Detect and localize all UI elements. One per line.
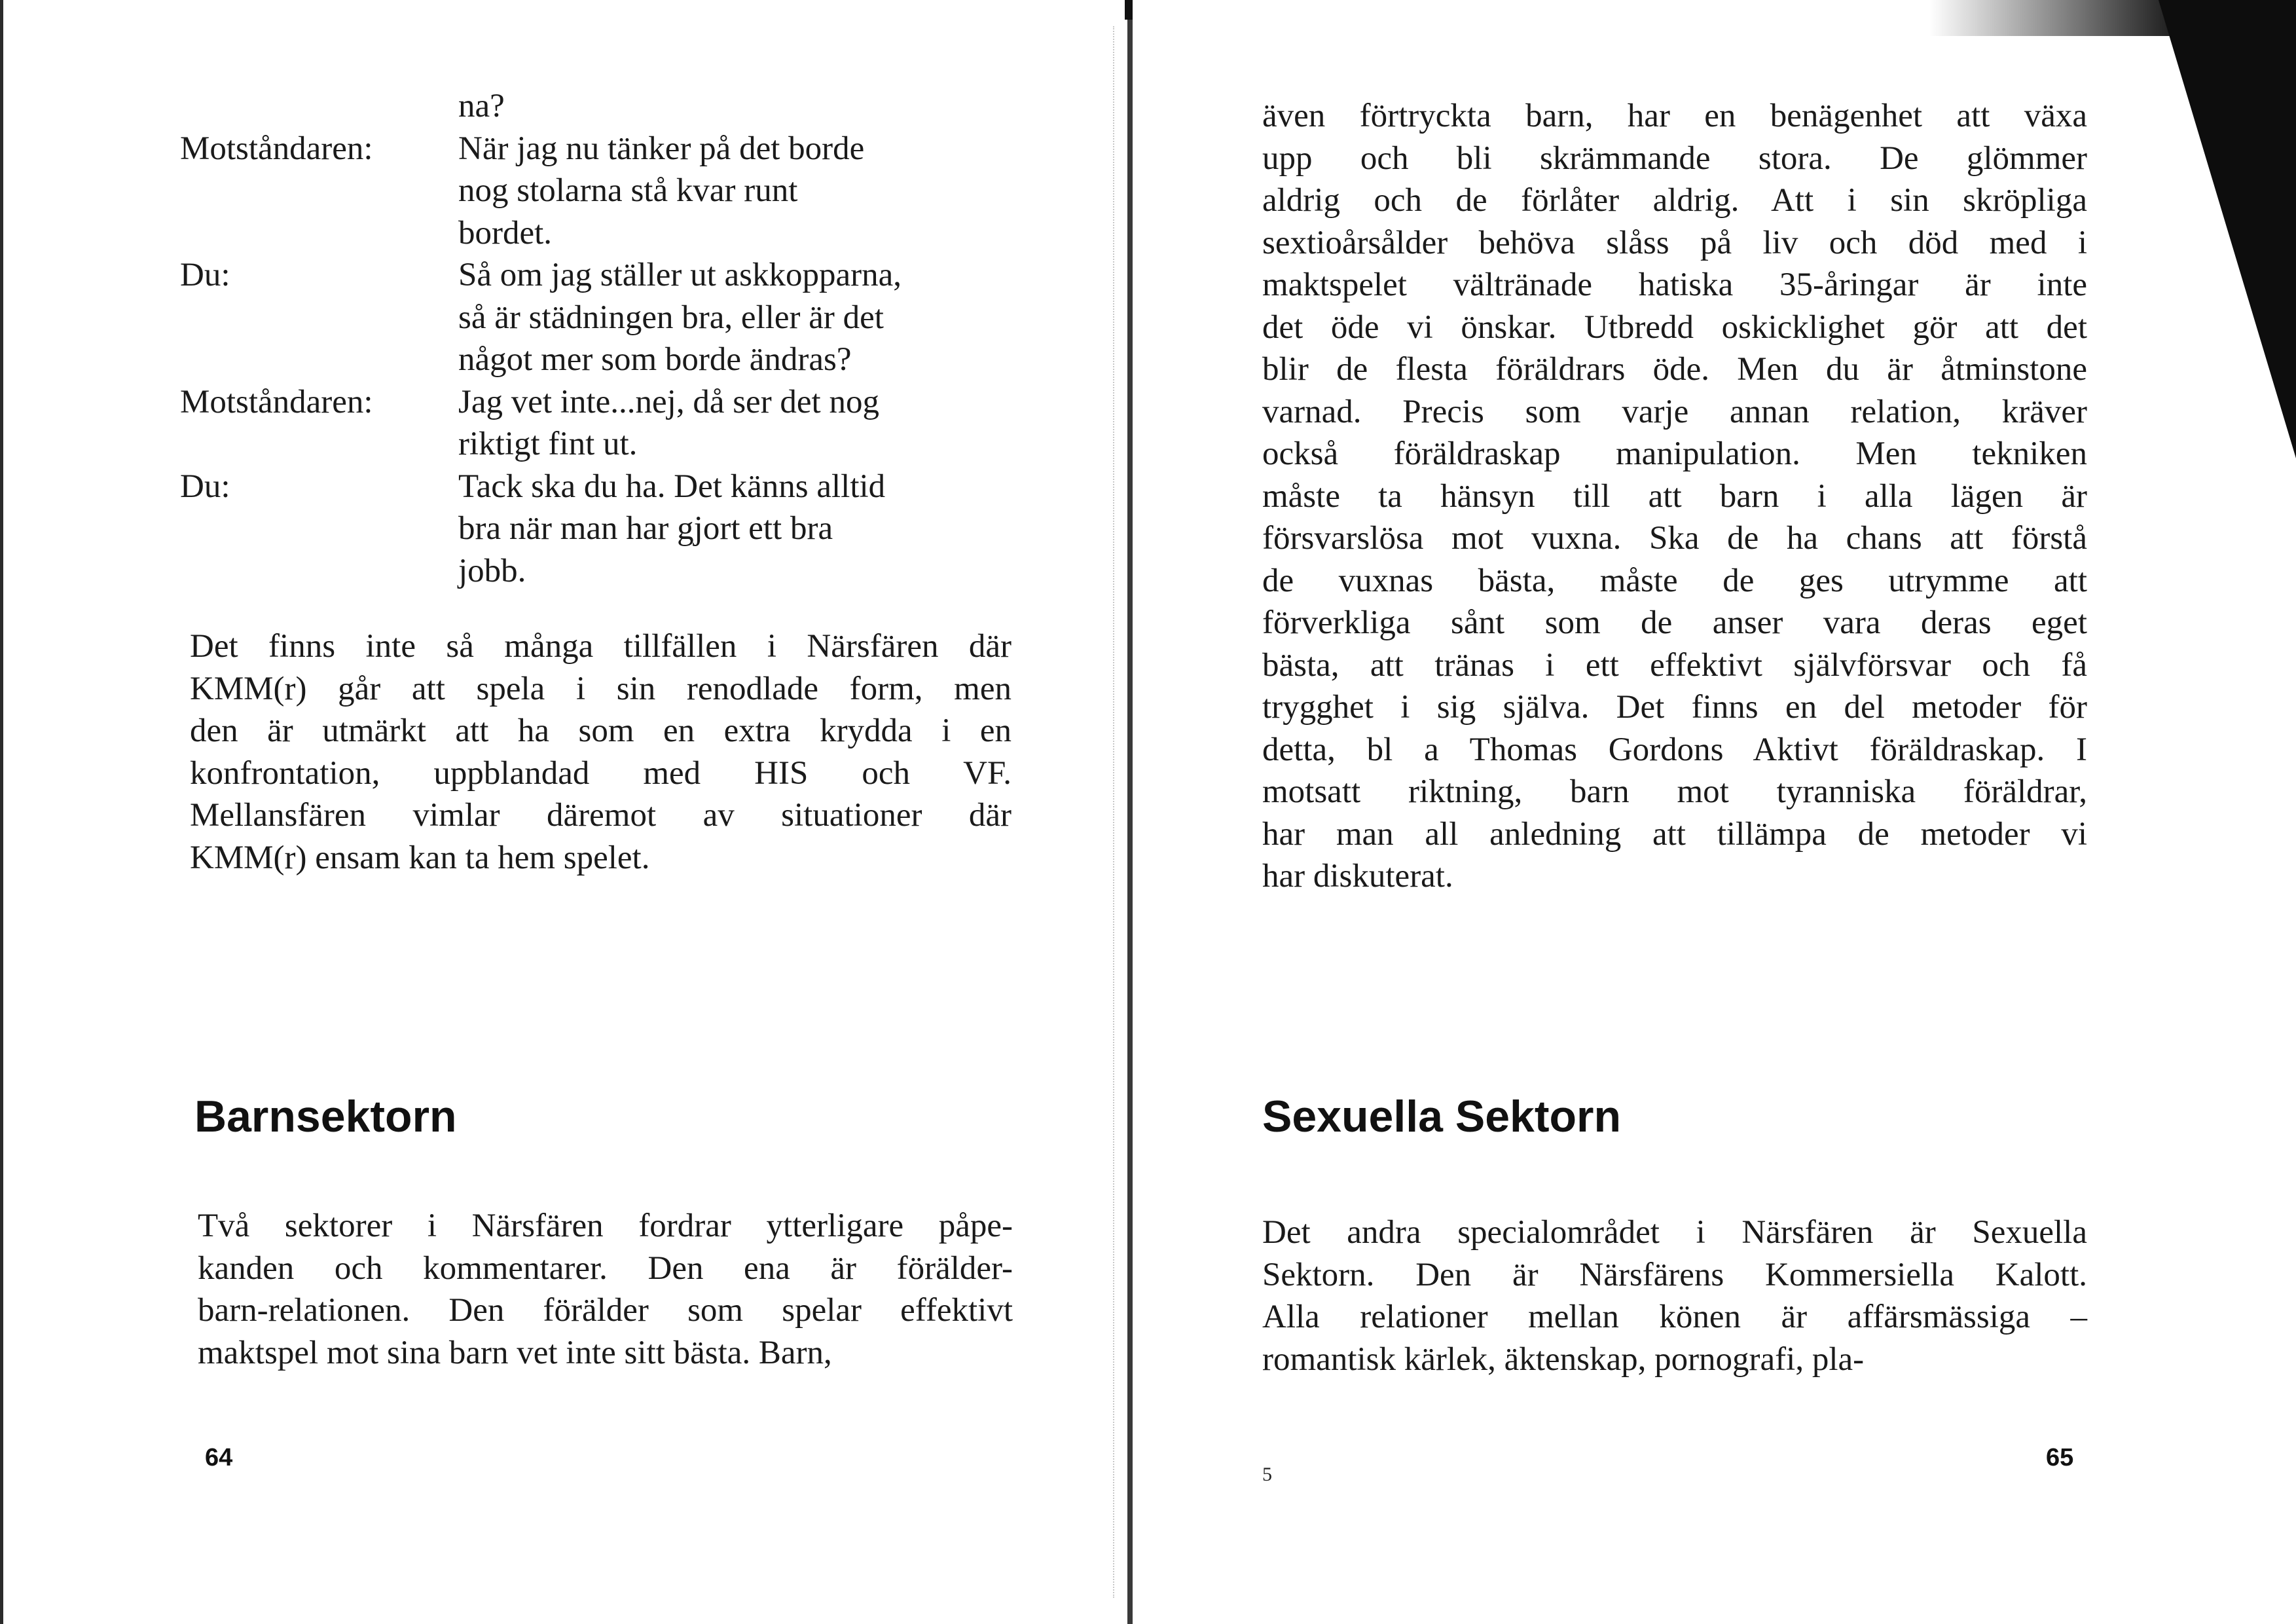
text-line: motsatt riktning, barn mot tyranniska föräldrar,: [1262, 773, 2087, 810]
text-line: den är utmärkt att ha som en extra krydda i en: [190, 712, 1011, 749]
dialogue-row: [180, 297, 1011, 339]
text-line: sextioårsålder behöva slåss på liv och död med i: [1262, 224, 2087, 261]
text-line: romantisk kärlek, äktenskap, pornografi, pla-: [1262, 1340, 1865, 1378]
dialogue-speaker: [180, 507, 458, 550]
page-number-right: 65: [2046, 1444, 2074, 1471]
gutter-dots: [1113, 26, 1116, 1598]
text-line: Två sektorer i Närsfären fordrar ytterligare påpe-: [198, 1208, 1013, 1244]
text-line: måste ta hänsyn till att barn i alla lägen är: [1262, 477, 2087, 515]
dialogue-speaker: [180, 339, 458, 381]
text-line: blir de flesta föräldrars öde. Men du är åtminstone: [1262, 351, 2087, 388]
text-line: detta, bl a Thomas Gordons Aktivt föräldraskap. I: [1262, 731, 2087, 768]
dialogue-row: [180, 550, 1011, 593]
text-line: aldrig och de förlåter aldrig. Att i sin skröpliga: [1262, 182, 2087, 219]
left-page: [0, 0, 1136, 1624]
dialogue-speaker: [180, 170, 458, 212]
text-line: KMM(r) går att spela i sin renodlade form, men: [190, 670, 1011, 707]
section-heading-sexuella-sektorn: Sexuella Sektorn: [1262, 1092, 1622, 1141]
text-line: Det finns inte så många tillfällen i Närsfären där: [190, 628, 1011, 665]
dialogue-line: bordet.: [458, 214, 553, 251]
dialogue-line: Så om jag ställer ut askkopparna,: [458, 257, 902, 293]
text-line: maktspelet vältränade hatiska 35-åringar är inte: [1262, 267, 2087, 303]
dialogue-speaker: [180, 550, 458, 593]
dialogue-line: na?: [458, 88, 505, 124]
dialogue-speaker: Motståndaren:: [180, 130, 373, 167]
dialogue-speaker: [180, 297, 458, 339]
dialogue-line: jobb.: [458, 552, 526, 589]
dialogue-row: [180, 507, 1011, 550]
paragraph-parents: [1262, 95, 2087, 898]
text-line: de vuxnas bästa, måste de ges utrymme att: [1262, 562, 2087, 599]
text-line: barn-relationen. Den förälder som spelar effektivt: [198, 1292, 1013, 1329]
text-line: Det andra specialområdet i Närsfären är Sexuella: [1262, 1214, 2087, 1251]
dialogue-block: [180, 85, 1011, 592]
text-line: det öde vi önskar. Utbredd oskicklighet gör att det: [1262, 308, 2087, 346]
dialogue-line: Jag vet inte...nej, då ser det nog: [458, 383, 879, 420]
dialogue-line: så är städningen bra, eller är det: [458, 299, 884, 336]
paragraph-kmm: [190, 625, 1011, 879]
dialogue-row: [180, 381, 1011, 424]
gutter-top-mark: [1125, 0, 1133, 20]
text-line: Sektorn. Den är Närsfärens Kommersiella Kalott.: [1262, 1256, 2087, 1293]
dialogue-line: Tack ska du ha. Det känns alltid: [458, 468, 886, 505]
dialogue-row: [180, 85, 1011, 128]
dialogue-line: När jag nu tänker på det borde: [458, 130, 865, 167]
dialogue-speaker: Du:: [180, 257, 230, 293]
dialogue-line: riktigt fint ut.: [458, 426, 638, 462]
page-edge-shadow: [0, 0, 3, 1624]
dialogue-row: [180, 128, 1011, 170]
text-line: Alla relationer mellan könen är affärsmässiga –: [1262, 1299, 2087, 1335]
dialogue-speaker: [180, 85, 458, 128]
text-line: har diskuterat.: [1262, 858, 1453, 895]
dialogue-row: [180, 212, 1011, 255]
text-line: försvarslösa mot vuxna. Ska de ha chans att förstå: [1262, 520, 2087, 557]
section-heading-barnsektorn: Barnsektorn: [194, 1092, 457, 1141]
text-line: trygghet i sig själva. Det finns en del metoder för: [1262, 689, 2087, 726]
scan-shadow-corner: [2159, 0, 2296, 458]
text-line: varnad. Precis som varje annan relation, kräver: [1262, 393, 2087, 430]
dialogue-speaker: [180, 212, 458, 255]
text-line: Mellansfären vimlar däremot av situationer där: [190, 797, 1011, 834]
text-line: kanden och kommentarer. Den ena är förälder-: [198, 1249, 1013, 1287]
dialogue-speaker: [180, 423, 458, 466]
text-line: maktspel mot sina barn vet inte sitt bästa. Barn,: [198, 1334, 832, 1371]
paragraph-barnsektorn: [198, 1205, 1013, 1374]
dialogue-row: [180, 170, 1011, 212]
text-line: förverkliga sånt som de anser vara deras eget: [1262, 604, 2087, 641]
paragraph-sexuella-sektorn: [1262, 1211, 2087, 1380]
text-line: bästa, att tränas i ett effektivt självförsvar och få: [1262, 646, 2087, 684]
text-line: KMM(r) ensam kan ta hem spelet.: [190, 839, 650, 876]
dialogue-line: bra när man har gjort ett bra: [458, 510, 833, 547]
dialogue-speaker: Motståndaren:: [180, 383, 373, 420]
dialogue-speaker: Du:: [180, 468, 230, 505]
page-number-left: 64: [205, 1444, 233, 1471]
right-page: [1136, 0, 2296, 1624]
text-line: också föräldraskap manipulation. Men tekniken: [1262, 435, 2087, 472]
dialogue-row: [180, 339, 1011, 381]
dialogue-row: [180, 466, 1011, 508]
text-line: har man all anledning att tillämpa de metoder vi: [1262, 815, 2087, 853]
text-line: även förtryckta barn, har en benägenhet att växa: [1262, 98, 2087, 134]
signature-mark: 5: [1262, 1464, 1272, 1485]
dialogue-row: [180, 423, 1011, 466]
book-gutter: [1127, 0, 1133, 1624]
dialogue-row: [180, 254, 1011, 297]
text-line: upp och bli skrämmande stora. De glömmer: [1262, 139, 2087, 177]
dialogue-line: något mer som borde ändras?: [458, 341, 852, 378]
text-line: konfrontation, uppblandad med HIS och VF.: [190, 754, 1011, 792]
dialogue-line: nog stolarna stå kvar runt: [458, 172, 798, 209]
